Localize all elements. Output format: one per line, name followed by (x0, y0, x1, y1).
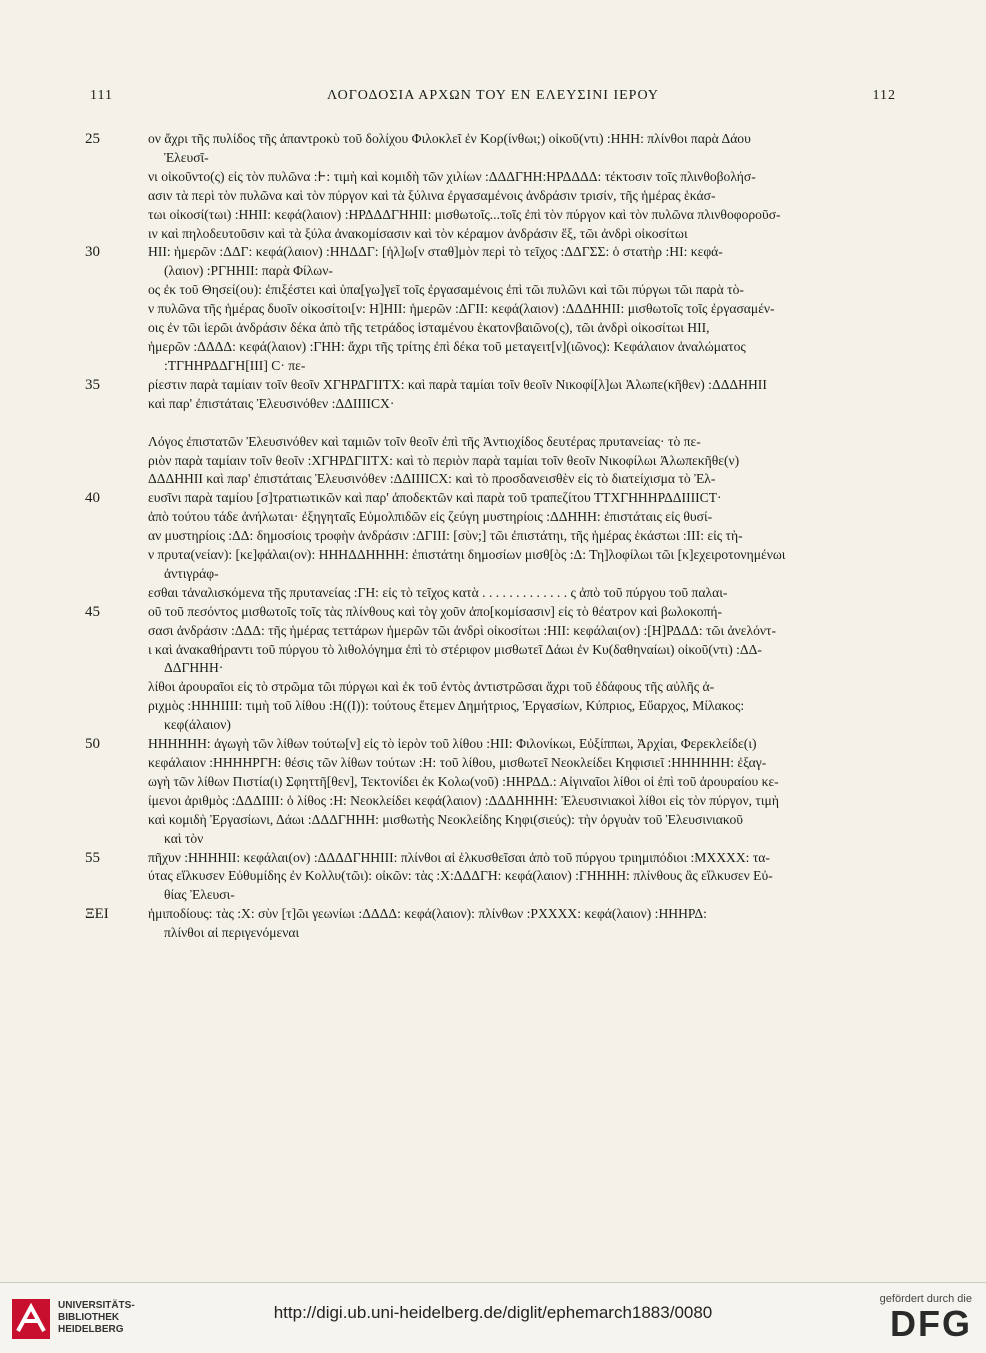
line-text: ίμενοι ἀριθμὸς :ΔΔΔΙΙΙΙ: ὁ λίθος :Η: Νεοκλείδει κεφά(λαιον) :ΔΔΔΗΗΗΗ: Ἐλευσινιακοὶ λίθοι εἰς τὸν πύργον, τιμὴ (148, 792, 779, 808)
line-text: κεφάλαιον :ΗΗΗΗΡΓΗ: θέσις τῶν λίθων τούτων :Η: τοῦ λίθου, μισθωτεῖ Νεοκλείδει Κηφισιεῖ :ΗΗΗΗΗΗ: ἐξαγ- (148, 755, 767, 770)
page-number-right: 112 (872, 88, 896, 103)
text-line (85, 243, 900, 262)
text-line (85, 470, 900, 489)
line-text: οις ἐν τῶι ἱερῶι ἀνδράσιν δέκα ἀπὸ τῆς τετράδος ἱσταμένου ἑκατονβαιῶνο(ς), τῶι ἀνδρὶ οἰκοσίτωι ΗΙΙ, (148, 320, 710, 336)
line-number: 40 (85, 490, 100, 507)
line-number: 30 (85, 244, 100, 261)
line-text: ΗΗΗΗΗΗ: ἀγωγὴ τῶν λίθων τούτω[ν] εἰς τὸ ἱερὸν τοῦ λίθου :ΗΙΙ: Φιλονίκωι, Εὐξίππωι, Ἀρχίαι, Φερεκλείδε(ι) (148, 736, 757, 752)
text-line (85, 149, 900, 168)
text-line (85, 641, 900, 660)
line-text: ἀντιγράφ- (164, 565, 219, 581)
text-line (85, 206, 900, 225)
line-text: αν μυστηρίοις :ΔΔ: δημοσίοις τροφὴν ἀνδράσιν :ΔΓΙΙΙ: [σὺν;] τῶι ἐπιστάτηι, τῆς ἡμέρας ἑκάστωι :ΙΙΙ: εἰς τὴ- (148, 528, 743, 544)
line-number: ΞΕΙ (85, 906, 109, 923)
text-line (85, 773, 900, 792)
text-line (85, 849, 900, 868)
text-line (85, 508, 900, 527)
line-text: ι καὶ ἀνακαθήραντι τοῦ πύργου τὸ λιθολόγημα ἐπὶ τὸ στέριφον μισθωτεῖ Δάωι ἐν Κυ(δαθηναίωι) οἰκοῦ(ντι) :ΔΔ- (148, 641, 762, 657)
line-text: ἡμιποδίους: τὰς :Χ: σὺν [τ]ῶι γεωνίωι :ΔΔΔΔ: κεφά(λαιον): πλίνθων :ΡΧΧΧΧ: κεφά(λαιον) :ΗΗΗΡΔ: (148, 906, 707, 922)
line-text: ἡμερῶν :ΔΔΔΔ: κεφά(λαιον) :ΓΗΗ: ἄχρι τῆς τρίτης ἐπὶ δέκα τοῦ μεταγειτ[ν](ιῶνος): Κεφάλαιον ἀναλώματος (148, 338, 746, 354)
line-text: πλίνθοι αἱ περιγενόμεναι (164, 925, 300, 941)
logo-line: UNIVERSITÄTS- (58, 1300, 135, 1311)
inscription-text (85, 130, 900, 943)
line-text: ν πυλῶνα τῆς ἡμέρας δυοῖν οἰκοσίτοι[ν: Η]ΗΙΙ: ἡμερῶν :ΔΓΙΙ: κεφά(λαιον) :ΔΔΔΗΗΙΙ: μισθωτοῖς τοῖς ἐργασαμέν- (148, 301, 775, 317)
line-number: 45 (85, 603, 100, 620)
text-line (85, 281, 900, 300)
line-text: Ἐλευσῖ- (164, 149, 209, 165)
line-text: ΔΔΓΗΗΗ· (164, 660, 224, 676)
page-title: ΛΟΓΟΔΟΣΙΑ ΑΡΧΩΝ ΤΟΥ ΕΝ ΕΛΕΥΣΙΝΙ ΙΕΡΟΥ (327, 88, 659, 103)
line-text: ριὸν παρὰ ταμίαιν τοῖν θεοῖν :ΧΓΗΡΔΓΙΙΤΧ: καὶ τὸ περιὸν παρὰ ταμίαι τοῖν θεοῖν Νικοφίλωι Ἀλωπεκῆθε(ν) (148, 452, 740, 468)
text-line (85, 678, 900, 697)
dfg-caption: gefördert durch die (879, 1293, 972, 1305)
running-header (90, 88, 896, 112)
text-line (85, 905, 900, 924)
text-line (85, 452, 900, 471)
line-text: οῦ τοῦ πεσόντος μισθωτοῖς τοῖς τὰς πλίνθους καὶ τὸγ χοῦν ἀπο[κομίσασιν] εἰς τὸ θέατρον καὶ βωλοκοπή- (148, 603, 723, 619)
text-line (85, 792, 900, 811)
text-line (85, 225, 900, 244)
logo-line: BIBLIOTHEK (58, 1312, 120, 1323)
line-text: ευσῖνι παρὰ ταμίου [σ]τρατιωτικῶν καὶ παρ' ἀποδεκτῶν καὶ παρὰ τοῦ τραπεζίτου ΤΤΧΓΗΗΗΡΔΔΙΙΙΙCΤ· (148, 490, 722, 506)
logo-line: HEIDELBERG (58, 1324, 124, 1335)
line-text: καὶ παρ' ἐπιστάταις Ἐλευσινόθεν :ΔΔΙΙΙΙCΧ· (148, 395, 395, 411)
line-number: 25 (85, 131, 100, 147)
line-text: λίθοι ἀρουραῖοι εἰς τὸ στρῶμα τῶι πύργωι καὶ ἐκ τοῦ ἐντὸς ἀντιστρῶσαι ἄχρι τοῦ ἐδάφους τῆς αὐλῆς ἀ- (148, 679, 715, 695)
line-text: ΔΔΔΗΗΙΙ καὶ παρ' ἐπιστάταις Ἐλευσινόθεν :ΔΔΙΙΙΙCΧ: καὶ τὸ προσδανεισθὲν εἰς τὸ διατείχισμα τὸ Ἐλ- (148, 471, 716, 487)
text-line (85, 300, 900, 319)
text-line (85, 338, 900, 357)
footer-bar (0, 1282, 986, 1353)
line-text: ρίεστιν παρὰ ταμίαιν τοῖν θεοῖν ΧΓΗΡΔΓΙΙΤΧ: καὶ παρὰ ταμίαι τοῖν θεοῖν Νικοφί[λ]ωι Ἀλωπε(κῆθεν) :ΔΔΔΗΗΙΙ (148, 376, 767, 392)
line-text: πῆχυν :ΗΗΗΗΙΙ: κεφάλαι(ον) :ΔΔΔΔΓΗΗΙΙΙ: πλίνθοι αἱ ἑλκυσθεῖσαι ἀπὸ τοῦ πύργου τριημιπόδιοι :ΜΧΧΧΧ: τα- (148, 849, 770, 865)
text-line (85, 735, 900, 754)
text-line (85, 262, 900, 281)
line-text: ν πρυτα(νείαν): [κε]φάλαι(ον): ΗΗΗΔΔΗΗΗΗ: ἐπιστάτηι δημοσίων μισθ[ὸς :Δ: Τη]λοφίλωι τῶι [κ]εχειροτονημένωι (148, 547, 786, 563)
text-line (85, 830, 900, 849)
text-line (85, 754, 900, 773)
page-number-left: 111 (90, 88, 113, 103)
line-text: (λαιον) :ΡΓΗΗΙΙ: παρὰ Φίλων- (164, 263, 333, 279)
text-line (85, 584, 900, 603)
line-text: ΗΙΙ: ἡμερῶν :ΔΔΓ: κεφά(λαιον) :ΗΗΔΔΓ: [ἡλ]ω[ν σταθ]μὸν περὶ τὸ τεῖχος :ΔΔΓΣΣ: ὁ στατὴρ :ΗΙ: κεφά- (148, 244, 723, 260)
line-text: ύτας εἵλκυσεν Εὐθυμίδης ἐν Κολλυ(τῶι): οἰκῶν: τὰς :Χ:ΔΔΔΓΗ: κεφά(λαιον) :ΓΗΗΗΗ: πλίνθους ἃς εἵλκυσεν Εὐ- (148, 868, 773, 884)
line-text: :ΤΓΗΗΡΔΔΓΗ[ΙΙΙ] C· πε- (164, 357, 306, 373)
line-number: 35 (85, 376, 100, 393)
text-line (85, 886, 900, 905)
line-text: εσθαι τἀναλισκόμενα τῆς πρυτανείας :ΓΗ: εἰς τὸ τεῖχος κατὰ . . . . . . . . . . . . . ς ἀπὸ τοῦ πύργου τοῦ παλαι- (148, 584, 728, 600)
text-line (85, 867, 900, 886)
line-number: 55 (85, 849, 100, 866)
line-text: Λόγος ἐπιστατῶν Ἐλευσινόθεν καὶ ταμιῶν τοῖν θεοῖν ἐπὶ τῆς Ἀντιοχίδος δευτέρας πρυτανείας· τὸ πε- (148, 433, 701, 449)
line-text: τωι οἰκοσί(τωι) :ΗΗΙΙ: κεφά(λαιον) :ΗΡΔΔΔΓΗΗΙΙ: μισθωτοῖς...τοῖς ἐπὶ τὸν πύργον καὶ τὸν πυλῶνα πλινθοφοροῦσ- (148, 206, 781, 222)
source-url-link[interactable]: http://digi.ub.uni-heidelberg.de/diglit/ephemarch1883/0080 (273, 1303, 713, 1322)
line-text: ιν καὶ πηλοδευτοῦσιν καὶ τὰ ξύλα ἀνακομίσασιν καὶ τὸν κέραμον ἀνδράσιν ἕξ, τῶι ἀνδρὶ οἰκοσίτωι (148, 225, 688, 241)
text-line (85, 924, 900, 943)
text-line (85, 565, 900, 584)
dfg-wordmark: DFG (890, 1303, 972, 1344)
text-line (85, 376, 900, 395)
text-line (85, 527, 900, 546)
line-text: θίας Ἐλευσι- (164, 887, 235, 903)
text-line (85, 659, 900, 678)
text-line (85, 716, 900, 735)
text-line (85, 622, 900, 641)
text-line (85, 489, 900, 508)
line-text: ριχμὸς :ΗΗΗΙΙΙΙ: τιμὴ τοῦ λίθου :Η((Ι)): τούτους ἔτεμεν Δημήτριος, Ἐργασίων, Κύπριος, Εὔαρχος, Μίλακος: (148, 698, 745, 714)
line-text: νι οἰκοῦντο(ς) εἰς τὸν πυλῶνα :Ͱ: τιμὴ καὶ κομιδὴ τῶν χιλίων :ΔΔΔΓΗΗ:ΗΡΔΔΔΔ: τέκτοσιν τοῖς πλινθοβολήσ- (148, 168, 756, 184)
line-text: καὶ τὸν (164, 830, 204, 846)
text-line (85, 130, 900, 149)
line-text: κεφ(άλαιον) (164, 717, 231, 733)
text-line (85, 357, 900, 376)
text-line (85, 168, 900, 187)
line-text: ασιν τὰ περὶ τὸν πυλῶνα καὶ τὸν πύργον καὶ τὰ ξύλινα ἐργασαμένοις ἀνδράσιν τρισίν, τῆς ἡμέρας ἑκάσ- (148, 187, 716, 203)
line-text: καὶ κομιδὴ Ἐργασίωνι, Δάωι :ΔΔΔΓΗΗΗ: μισθωτὴς Νεοκλείδης Κηφι(σιεύς): τὴν ὀργυὰν τοῦ Ἐλευσινιακοῦ (148, 811, 743, 827)
text-line (85, 187, 900, 206)
text-line (85, 395, 900, 414)
text-line (85, 319, 900, 338)
line-text: ωγὴ τῶν λίθων Πιστία(ι) Σφηττῆ[θεν], Τεκτονίδει ἐκ Κολω(νοῦ) :ΗΗΡΔΔ.: Αἰγιναῖοι λίθοι οἱ ἐπὶ τοῦ ἀρουραίου κε- (148, 773, 779, 789)
line-number: 50 (85, 736, 100, 753)
text-line (85, 433, 900, 452)
text-line (85, 603, 900, 622)
text-line (85, 811, 900, 830)
line-text: ον ἄχρι τῆς πυλίδος τῆς ἀπαντροκὺ τοῦ δολίχου Φιλοκλεῖ ἐν Κορ(ίνθωι;) οἰκοῦ(ντι) :ΗΗΗ: πλίνθοι παρὰ Δάου (148, 131, 751, 146)
dfg-logo[interactable] (880, 1293, 972, 1343)
line-text: σασι ἀνδράσιν :ΔΔΔ: τῆς ἡμέρας τεττάρων ἡμερῶν τῶι ἀνδρὶ οἰκοσίτωι :ΗΙΙ: κεφάλαι(ον) :[Η]ΡΔΔΔ: τῶι ἀνελόντ- (148, 622, 777, 638)
text-line (85, 546, 900, 565)
line-text: ος ἐκ τοῦ Θησεί(ου): ἐπιξέστει καὶ ὑπα[γω]γεῖ τοῖς ἐργασαμένοις ἐπὶ τῶι πυλῶνι καὶ τῶι πύργωι τῶι παρὰ τὸ- (148, 282, 744, 298)
line-text: ἀπὸ τούτου τάδε ἀνήλωται· ἐξηγηταῖς Εὐμολπιδῶν εἰς ζεύγη μυστηρίοις :ΔΔΗΗΗ: ἐπιστάταις εἰς θυσί- (148, 509, 713, 525)
text-line (85, 697, 900, 716)
